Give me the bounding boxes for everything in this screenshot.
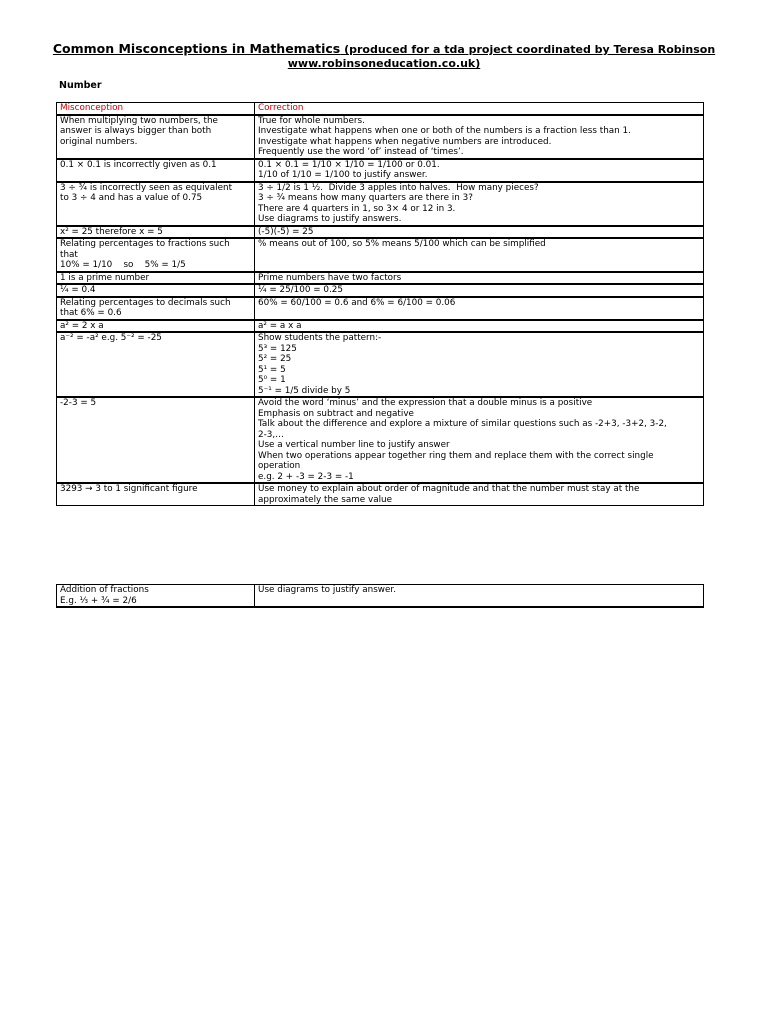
table-row [57, 483, 704, 506]
cell-line: 5⁰ = 1 [258, 375, 286, 385]
misconception-cell [57, 585, 255, 608]
cell-line: When multiplying two numbers, the [60, 115, 218, 126]
cell-line: that [60, 249, 78, 260]
cell-line: x² = 25 therefore x = 5 [60, 226, 163, 237]
header-misconception: Misconception [57, 103, 255, 115]
cell-line: 3293 → 3 to 1 significant figure [60, 484, 198, 494]
correction-cell [255, 585, 704, 608]
cell-line: Emphasis on subtract and negative [258, 408, 414, 419]
cell-line: 3 ÷ 1/2 is 1 ½. Divide 3 apples into halves. How many pieces? [258, 182, 539, 193]
misconception-cell [57, 332, 255, 397]
cell-line: Use a vertical number line to justify answer [258, 440, 450, 450]
cell-line: -2-3 = 5 [60, 398, 97, 408]
cell-line: (-5)(-5) = 25 [258, 226, 314, 237]
table-row [57, 115, 704, 159]
cell-line: operation [258, 461, 301, 471]
correction-cell [255, 297, 704, 320]
table-row [57, 320, 704, 333]
cell-line: Addition of fractions [60, 585, 149, 595]
cell-line: original numbers. [60, 136, 138, 147]
cell-line: When two operations appear together ring them and replace them with the correct single [258, 450, 654, 461]
table-row [57, 332, 704, 397]
table-row [57, 284, 704, 297]
cell-line: 5² = 25 [258, 354, 292, 364]
cell-line: 2-3,… [258, 429, 284, 440]
cell-line: that 6% = 0.6 [60, 308, 122, 318]
misconception-cell [57, 159, 255, 182]
table-row [57, 272, 704, 285]
table-row [57, 226, 704, 239]
cell-line: Investigate what happens when one or both of the numbers is a fraction less than 1. [258, 126, 631, 136]
misconception-cell [57, 297, 255, 320]
cell-line: % means out of 100, so 5% means 5/100 which can be simplified [258, 239, 546, 249]
misconception-cell [57, 226, 255, 239]
misconception-cell [57, 284, 255, 297]
correction-cell [255, 182, 704, 226]
title-main: Common Misconceptions in Mathematics [52, 41, 341, 56]
cell-line: 3 ÷ ¾ means how many quarters are there in 3? [258, 193, 473, 203]
cell-line: e.g. 2 + -3 = 2-3 = -1 [258, 471, 354, 482]
table-row [57, 159, 704, 182]
misconception-cell [57, 182, 255, 226]
cell-line: answer is always bigger than both [60, 126, 212, 136]
cell-line: ¼ = 0.4 [60, 285, 96, 295]
table-row [57, 585, 704, 608]
cell-line: Talk about the difference and explore a mixture of similar questions such as -2+3, -3+2, 3-2, [258, 419, 667, 429]
cell-line: Prime numbers have two factors [258, 272, 402, 283]
document-title [40, 42, 728, 71]
correction-cell [255, 115, 704, 159]
cell-line: 60% = 60/100 = 0.6 and 6% = 6/100 = 0.06 [258, 297, 456, 308]
cell-line: 10% = 1/10 so 5% = 1/5 [60, 260, 186, 270]
correction-cell [255, 159, 704, 182]
correction-cell [255, 272, 704, 285]
cell-line: 0.1 × 0.1 is incorrectly given as 0.1 [60, 159, 217, 170]
table-row [57, 238, 704, 272]
cell-line: True for whole numbers. [258, 115, 365, 126]
cell-line: a⁻² = -a² e.g. 5⁻² = -25 [60, 333, 162, 343]
table-row [57, 397, 704, 483]
misconception-cell [57, 272, 255, 285]
correction-cell [255, 238, 704, 272]
header-correction: Correction [255, 103, 704, 115]
cell-line: ¼ = 25/100 = 0.25 [258, 285, 343, 295]
fractions-table [56, 584, 704, 608]
cell-line: 5³ = 125 [258, 343, 297, 354]
cell-line: Use diagrams to justify answers. [258, 214, 402, 224]
cell-line: Use diagrams to justify answer. [258, 585, 397, 595]
misconception-cell [57, 483, 255, 506]
cell-line: There are 4 quarters in 1, so 3× 4 or 12 in 3. [258, 203, 456, 214]
cell-line: 1 is a prime number [60, 272, 150, 283]
misconception-cell [57, 320, 255, 333]
cell-line: 0.1 × 0.1 = 1/10 × 1/10 = 1/100 or 0.01. [258, 159, 440, 170]
cell-line: 5¹ = 5 [258, 364, 286, 375]
cell-line: 3 ÷ ¾ is incorrectly seen as equivalent [60, 182, 233, 193]
misconceptions-table [56, 102, 704, 506]
title-url: www.robinsoneducation.co.uk) [287, 57, 481, 70]
misconception-cell [57, 238, 255, 272]
cell-line: 5⁻¹ = 1/5 divide by 5 [258, 385, 351, 396]
cell-line: 1/10 of 1/10 = 1/100 to justify answer. [258, 170, 428, 180]
correction-cell [255, 284, 704, 297]
cell-line: to 3 ÷ 4 and has a value of 0.75 [60, 193, 203, 203]
table-header-row [57, 103, 704, 115]
correction-cell [255, 332, 704, 397]
misconception-cell [57, 397, 255, 483]
cell-line: approximately the same value [258, 494, 393, 505]
table-row [57, 297, 704, 320]
misconception-cell [57, 115, 255, 159]
cell-line: Show students the pattern:- [258, 333, 382, 343]
cell-line: Use money to explain about order of magnitude and that the number must stay at the [258, 484, 640, 494]
cell-line: Avoid the word ‘minus’ and the expression that a double minus is a positive [258, 398, 593, 408]
correction-cell [255, 320, 704, 333]
section-heading: Number [59, 80, 102, 91]
correction-cell [255, 226, 704, 239]
title-subtitle: (produced for a tda project coordinated by Teresa Robinson [340, 43, 716, 56]
table-row [57, 182, 704, 226]
cell-line: Frequently use the word ‘of’ instead of ‘times’. [258, 147, 464, 157]
cell-line: Relating percentages to decimals such [60, 297, 231, 308]
cell-line: E.g. ⅓ + ¾ = 2/6 [60, 595, 137, 606]
correction-cell [255, 397, 704, 483]
cell-line: a² = a x a [258, 320, 302, 331]
cell-line: a² = 2 x a [60, 320, 104, 331]
cell-line: Investigate what happens when negative numbers are introduced. [258, 136, 552, 147]
correction-cell [255, 483, 704, 506]
cell-line: Relating percentages to fractions such [60, 239, 230, 249]
